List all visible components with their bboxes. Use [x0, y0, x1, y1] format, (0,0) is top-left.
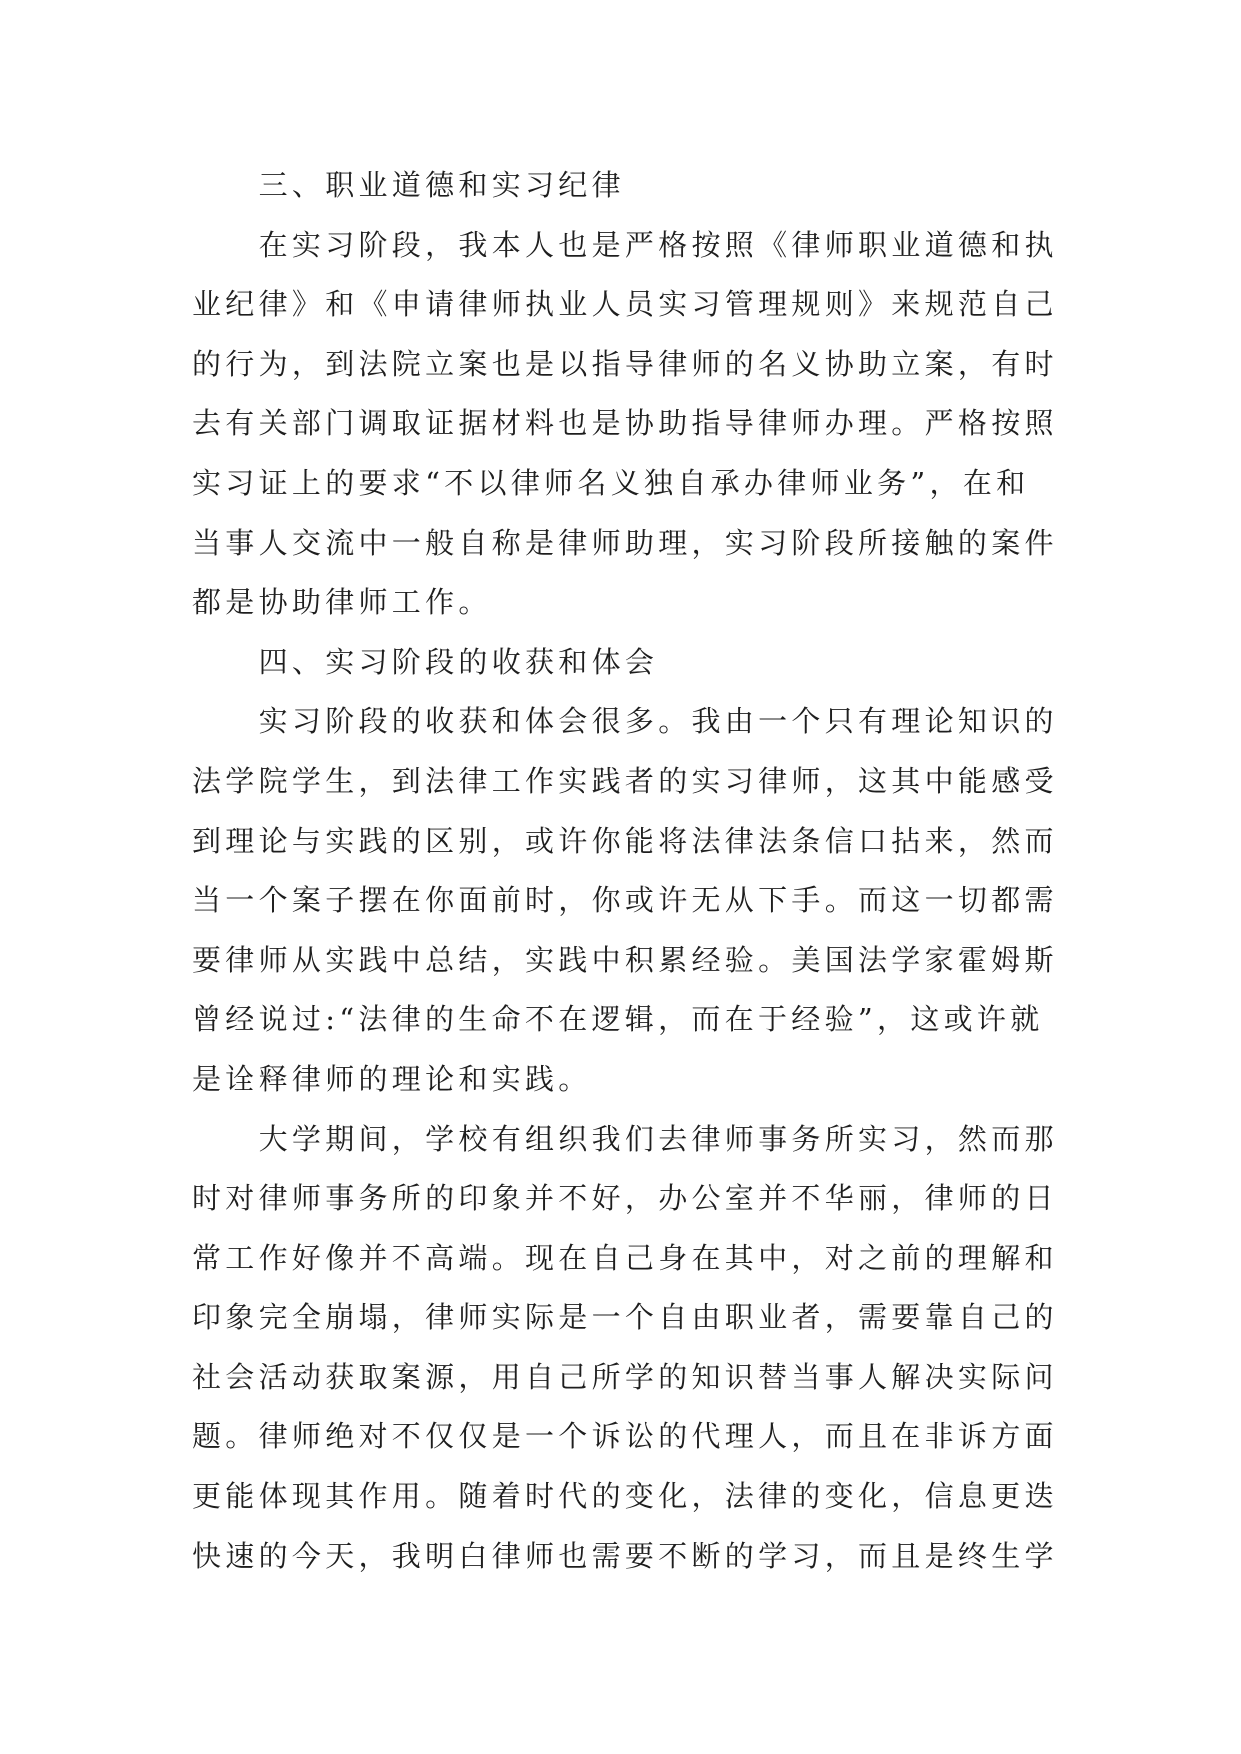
paragraph-line: 当事人交流中一般自称是律师助理，实习阶段所接触的案件: [192, 525, 1058, 560]
paragraph-line: 更能体现其作用。随着时代的变化，法律的变化，信息更迭: [192, 1479, 1058, 1514]
paragraph-line: 时对律师事务所的印象并不好，办公室并不华丽，律师的日: [192, 1181, 1058, 1216]
paragraph-line: 法学院学生，到法律工作实践者的实习律师，这其中能感受: [192, 763, 1058, 798]
paragraph-line: 常工作好像并不高端。现在自己身在其中，对之前的理解和: [192, 1240, 1058, 1275]
heading-internship-gains: [192, 633, 1072, 693]
paragraph-line: 社会活动获取案源，用自己所学的知识替当事人解决实际问: [192, 1359, 1058, 1394]
section-heading: 四、实习阶段的收获和体会: [258, 644, 659, 679]
paragraph-line: 快速的今天，我明白律师也需要不断的学习，而且是终生学: [192, 1538, 1058, 1573]
paragraph-internship-conduct: [192, 216, 1072, 633]
paragraph-line: 要律师从实践中总结，实践中积累经验。美国法学家霍姆斯: [192, 942, 1058, 977]
paragraph-line: 到理论与实践的区别，或许你能将法律法条信口拈来，然而: [192, 823, 1058, 858]
paragraph-line: 去有关部门调取证据材料也是协助指导律师办理。严格按照: [192, 406, 1058, 441]
paragraph-university-internship: [192, 1110, 1072, 1587]
paragraph-line: 题。律师绝对不仅仅是一个诉讼的代理人，而且在非诉方面: [192, 1419, 1058, 1454]
text-column: [192, 156, 1072, 1586]
paragraph-line: 印象完全崩塌，律师实际是一个自由职业者，需要靠自己的: [192, 1300, 1058, 1335]
paragraph-line: 曾经说过:“法律的生命不在逻辑，而在于经验”，这或许就: [192, 1002, 1044, 1037]
section-heading: 三、职业道德和实习纪律: [258, 168, 625, 202]
paragraph-line: 当一个案子摆在你面前时，你或许无从下手。而这一切都需: [192, 883, 1058, 918]
heading-professional-ethics: [192, 156, 1072, 216]
paragraph-line: 都是协助律师工作。: [192, 585, 492, 620]
paragraph-line: 实习证上的要求“不以律师名义独自承办律师业务”，在和: [192, 465, 1030, 500]
paragraph-line: 是诠释律师的理论和实践。: [192, 1061, 592, 1096]
paragraph-line: 大学期间，学校有组织我们去律师事务所实习，然而那: [258, 1121, 1058, 1156]
paragraph-gains: [192, 692, 1072, 1109]
paragraph-line: 在实习阶段，我本人也是严格按照《律师职业道德和执: [258, 227, 1058, 262]
paragraph-line: 的行为，到法院立案也是以指导律师的名义协助立案，有时: [192, 346, 1058, 381]
paragraph-line: 业纪律》和《申请律师执业人员实习管理规则》来规范自己: [192, 287, 1058, 322]
paragraph-line: 实习阶段的收获和体会很多。我由一个只有理论知识的: [258, 704, 1058, 739]
